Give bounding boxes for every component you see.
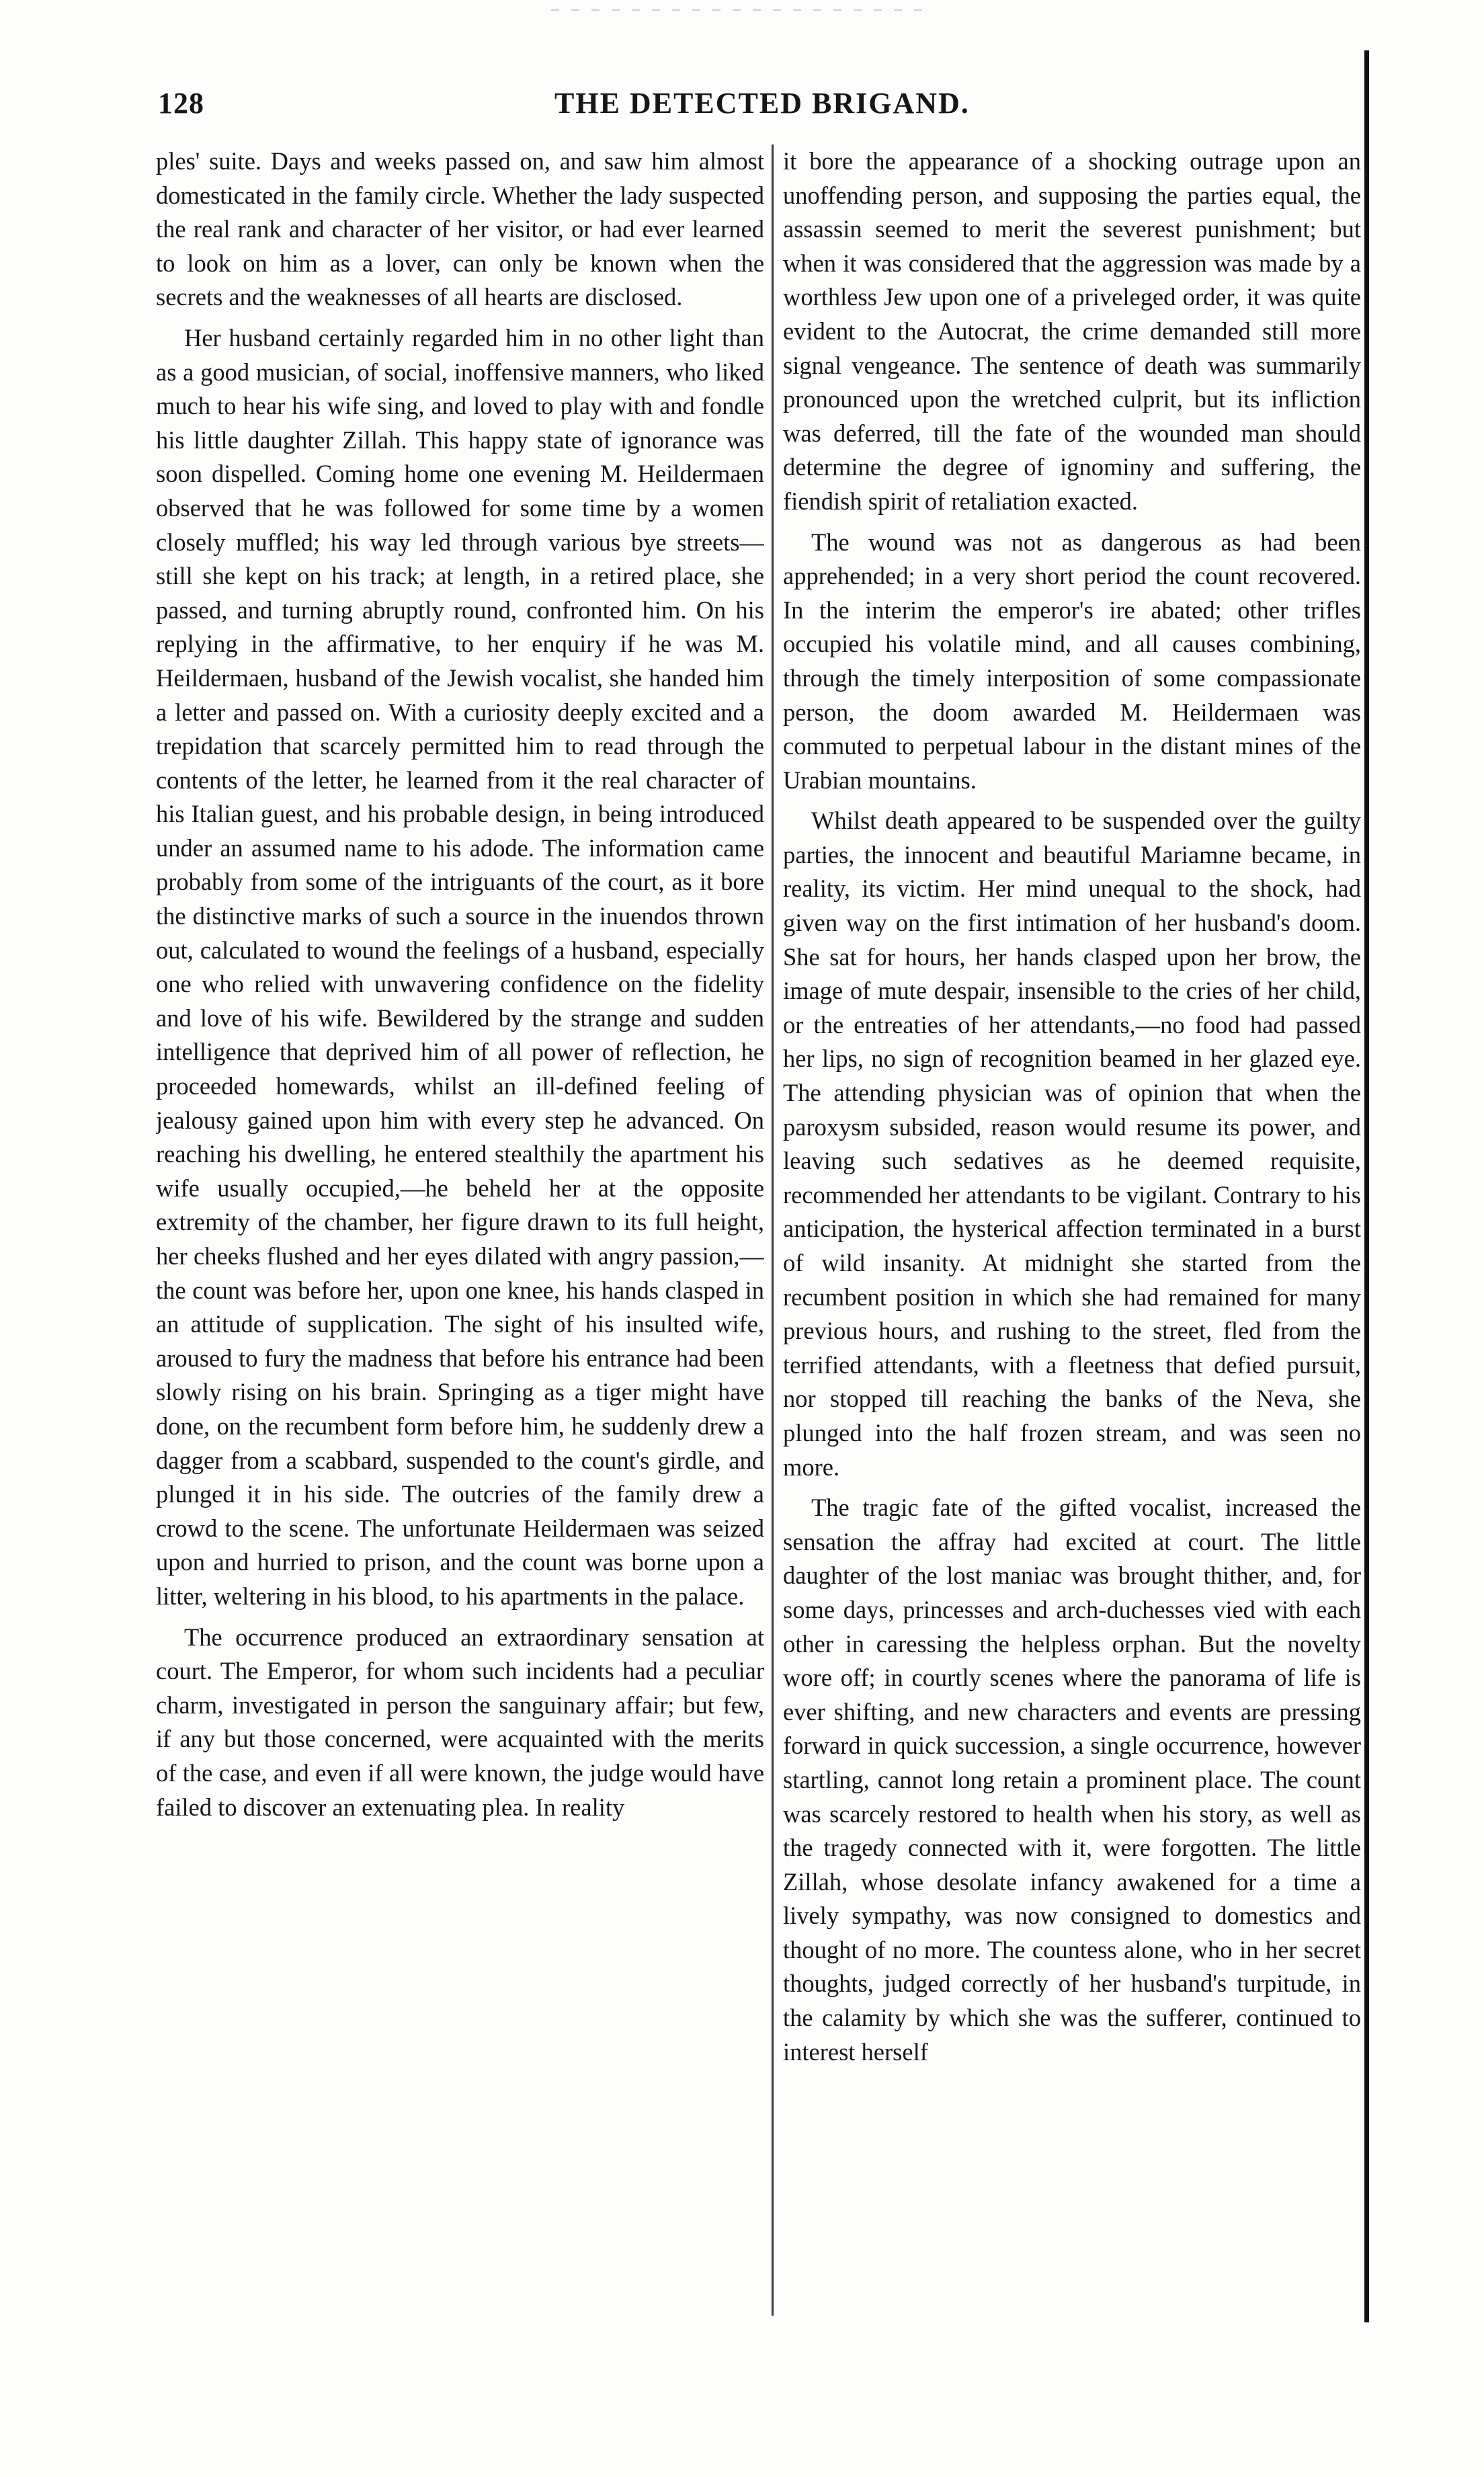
paragraph: The wound was not as dangerous as had been apprehended; in a very short period the count recovered. In the interim the emperor's ire abated; other trifles occupied his volatile mind, and all causes combining, through the timely interposition of some compassionate person, the doom awarded M. Heildermaen was commuted to perpetual labour in the distant mines of the Urabian mountains. (783, 528, 1361, 794)
paragraph: Whilst death appeared to be suspended over the guilty parties, the innocent and beautiful Mariamne became, in reality, its victim. Her mind unequal to the shock, had given way on the first intimation of her husband's doom. She sat for hours, her hands clasped upon her brow, the image of mute despair, insensible to the cries of her child, or the entreaties of her attendants,—no food had passed her lips, no sign of recognition beamed in her glazed eye. The attending physician was of opinion that when the paroxysm subsided, reason would resume its power, and leaving such sedatives as he deemed requisite, recommended her attendants to be vigilant. Contrary to his anticipation, the hysterical affection terminated in a burst of wild insanity. At midnight she started from the recumbent position in which she had remained for many previous hours, and rushing to the street, fled from the terrified attendants, with a fleetness that defied pursuit, nor stopped till reaching the banks of the Neva, she plunged into the half frozen stream, and was seen no more. (783, 807, 1361, 1481)
right-column (783, 145, 1361, 2322)
page-header (158, 86, 1348, 133)
paragraph: The tragic fate of the gifted vocalist, increased the sensation the affray had excited at court. The little daughter of the lost maniac was brought thither, and, for some days, princesses and arch-duchesses vied with each other in caressing the helpless orphan. But the novelty wore off; in courtly scenes where the panorama of life is ever shifting, and new characters and events are pressing forward in quick succession, a single occurrence, however startling, cannot long retain a prominent place. The count was scarcely restored to health when his story, as well as the tragedy connected with it, were forgotten. The little Zillah, whose desolate infancy awakened for a time a lively sympathy, was now consigned to domestics and thought of no more. The countess alone, who in her secret thoughts, judged correctly of her husband's turpitude, in the calamity by which she was the sufferer, continued to interest herself (783, 1494, 1361, 2066)
paragraph: Her husband certainly regarded him in no other light than as a good musician, of social, inoffensive manners, who liked much to hear his wife sing, and loved to play with and fondle his little daughter Zillah. This happy state of ignorance was soon dispelled. Coming home one evening M. Heildermaen observed that he was followed for some time by a women closely muffled; his way led through various bye streets—still she kept on his track; at length, in a retired place, she passed, and turning abruptly round, confronted him. On his replying in the affirmative, to her enquiry if he was M. Heildermaen, husband of the Jewish vocalist, she handed him a letter and passed on. With a curiosity deeply excited and a trepidation that scarcely permitted him to read through the contents of the letter, he learned from it the real character of his Italian guest, and his probable design, in being introduced under an assumed name to his adode. The information came probably from some of the intriguants of the court, as it bore the distinctive marks of such a source in the inuendos thrown out, calculated to wound the feelings of a husband, especially one who relied with unwavering confidence on the fidelity and love of his wife. Bewildered by the strange and sudden intelligence that deprived him of all power of reflection, he proceeded homewards, whilst an ill-defined feeling of jealousy gained upon him with every step he advanced. On reaching his dwelling, he entered stealthily the apartment his wife usually occupied,—he beheld her at the opposite extremity of the chamber, her figure drawn to its full height, her cheeks flushed and her eyes dilated with angry passion,—the count was before her, upon one knee, his hands clasped in an attitude of supplication. The sight of his insulted wife, aroused to fury the madness that before his entrance had been slowly rising on his brain. Springing as a tiger might have done, on the recumbent form before him, he suddenly drew a dagger from a scabbard, suspended to the count's girdle, and plunged it in his side. The outcries of the family drew a crowd to the scene. The unfortunate Heildermaen was seized upon and hurried to prison, and the count was borne upon a litter, weltering in his blood, to his apartments in the palace. (156, 323, 764, 1610)
page-edge-bar (1364, 50, 1369, 2322)
page-number: 128 (158, 87, 204, 120)
left-column (156, 145, 764, 2322)
top-edge-smudge (551, 9, 928, 11)
paragraph: it bore the appearance of a shocking outrage upon an unoffending person, and supposing the parties equal, the assassin seemed to merit the severest punishment; but when it was considered that the aggression was made by a worthless Jew upon one of a priveleged order, it was quite evident to the Autocrat, the crime demanded still more signal vengeance. The sentence of death was summarily pronounced upon the wretched culprit, but its infliction was deferred, till the fate of the wounded man should determine the degree of ignominy and suffering, the fiendish spirit of retaliation exacted. (783, 147, 1361, 515)
paragraph: ples' suite. Days and weeks passed on, and saw him almost domesticated in the family circle. Whether the lady suspected the real rank and character of her visitor, or had ever learned to look on him as a lover, can only be known when the secrets and the weaknesses of all hearts are disclosed. (156, 147, 764, 311)
running-title: THE DETECTED BRIGAND. (554, 87, 970, 120)
paragraph: The occurrence produced an extraordinary sensation at court. The Emperor, for whom such incidents had a peculiar charm, investigated in person the sanguinary affair; but few, if any but those concerned, were acquainted with the merits of the case, and even if all were known, the judge would have failed to discover an extenuating plea. In reality (156, 1623, 764, 1821)
column-divider (772, 145, 774, 2316)
